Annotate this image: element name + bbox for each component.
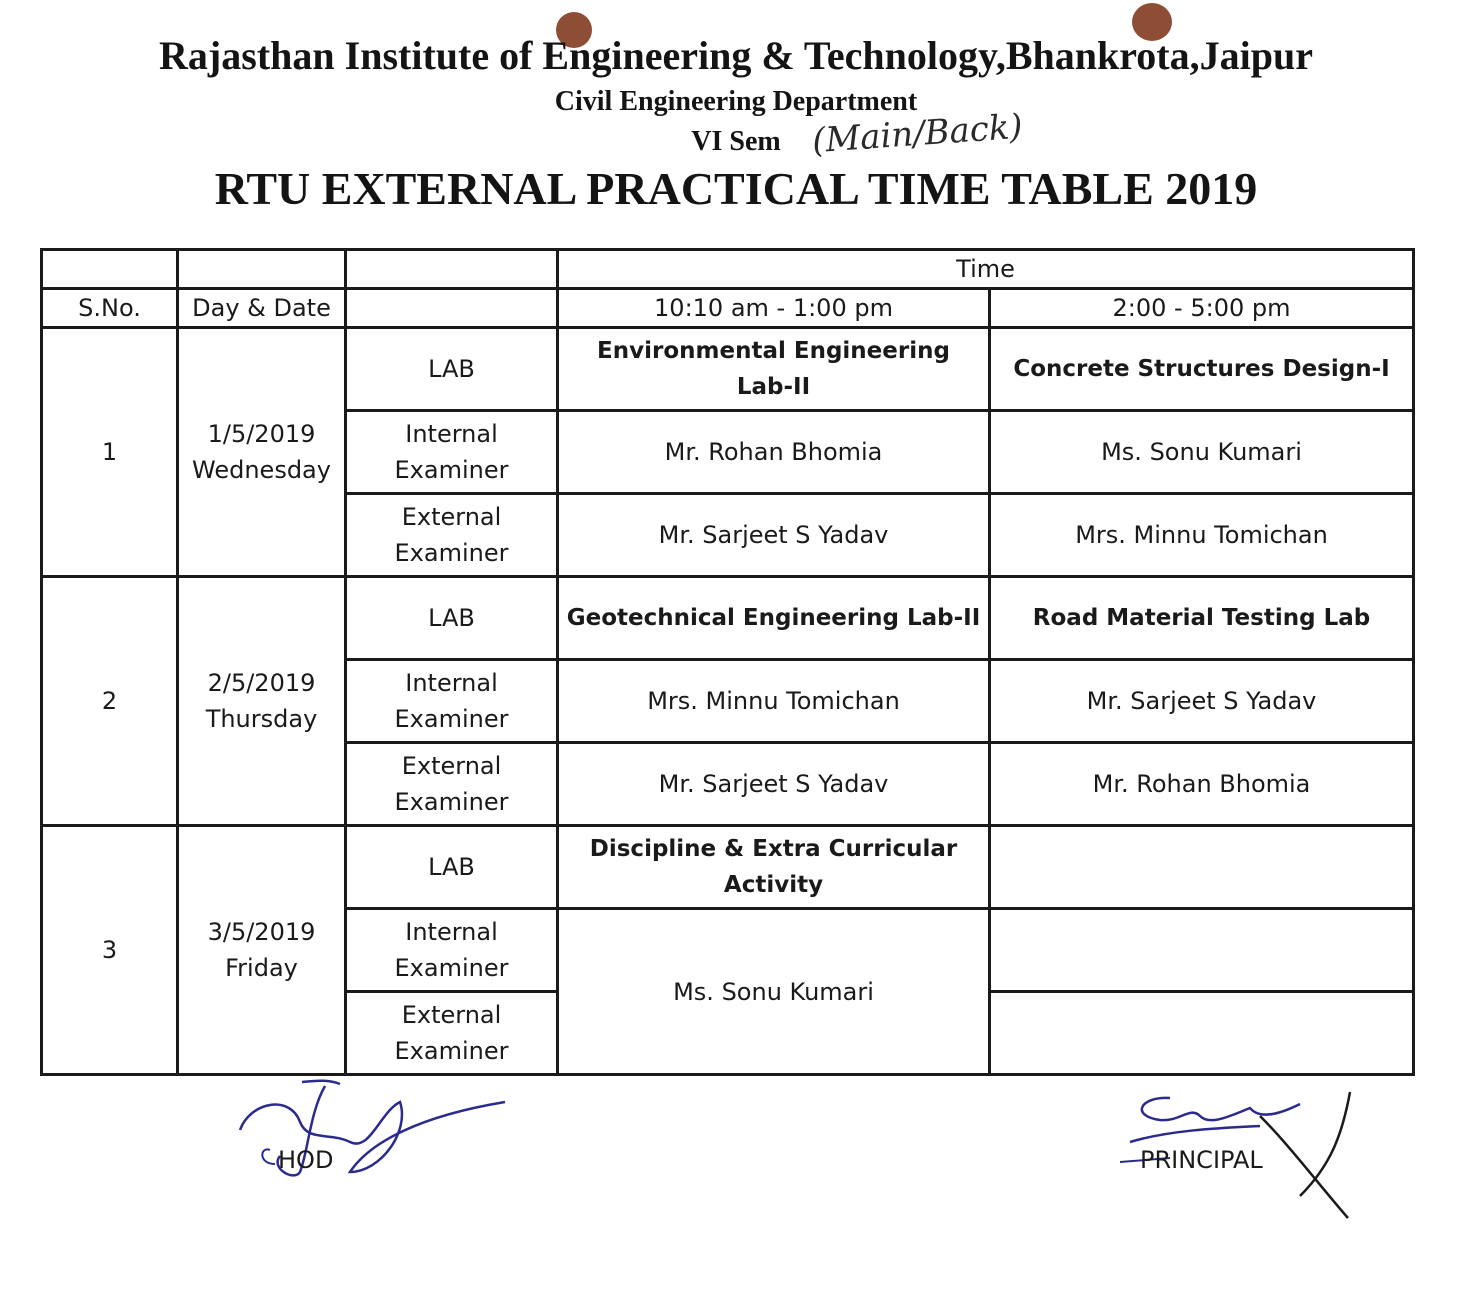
institute-name: Rajasthan Institute of Engineering & Technology,Bhankrota,Jaipur [159,33,1313,78]
day-date-cell [178,826,346,1075]
header-blank-cell [346,289,558,328]
sno-cell: 2 [42,577,178,826]
hod-label: HOD [278,1146,334,1174]
sno-cell: 1 [42,328,178,577]
department-name: Civil Engineering Department [554,86,918,117]
slot1-header: 10:10 am - 1:00 pm [558,289,990,328]
time-header: Time [558,250,1414,289]
external-slot2: Mr. Rohan Bhomia [990,743,1414,826]
external-examiner-label [346,494,558,577]
date-text: 1/5/2019 [207,420,316,448]
lab-slot1: Discipline & Extra Curricular Activity [558,826,990,909]
date-text: 2/5/2019 [207,669,316,697]
label-line: Examiner [394,539,509,567]
lab-slot2: Road Material Testing Lab [990,577,1414,660]
internal-slot1: Mr. Rohan Bhomia [558,411,990,494]
lab-label: LAB [346,826,558,909]
header-blank-cell [42,250,178,289]
day-date-header: Day & Date [178,289,346,328]
internal-slot2: Mr. Sarjeet S Yadav [990,660,1414,743]
hod-signature [230,1072,520,1182]
external-slot1: Mr. Sarjeet S Yadav [558,743,990,826]
handwritten-note: (Main/Back) [810,106,1024,162]
label-line: Examiner [394,954,509,982]
label-line: Internal [405,918,498,946]
internal-slot1: Mrs. Minnu Tomichan [558,660,990,743]
header-blank-cell [346,250,558,289]
sno-header: S.No. [42,289,178,328]
header-blank-cell [178,250,346,289]
external-examiner-label [346,743,558,826]
label-line: External [401,1001,502,1029]
label-line: Examiner [394,456,509,484]
timetable-grid [40,248,1415,1076]
internal-slot2 [990,909,1414,992]
external-examiner-label [346,992,558,1075]
external-slot1: Mr. Sarjeet S Yadav [558,494,990,577]
day-text: Wednesday [192,456,331,484]
lab-slot1: Geotechnical Engineering Lab-II [558,577,990,660]
slot2-header: 2:00 - 5:00 pm [990,289,1414,328]
timetable [40,248,1412,1076]
day-text: Friday [225,954,298,982]
label-line: Internal [405,420,498,448]
label-line: Examiner [394,1037,509,1065]
label-line: Examiner [394,788,509,816]
examiner-slot1: Ms. Sonu Kumari [558,909,990,1075]
label-line: Examiner [394,705,509,733]
internal-examiner-label [346,660,558,743]
lab-slot2 [990,826,1414,909]
external-slot2: Mrs. Minnu Tomichan [990,494,1414,577]
external-slot2 [990,992,1414,1075]
lab-slot1: Environmental Engineering Lab-II [558,328,990,411]
lab-slot2: Concrete Structures Design-I [990,328,1414,411]
day-date-cell [178,577,346,826]
label-line: Internal [405,669,498,697]
semester-label: VI Sem [691,126,781,157]
principal-label: PRINCIPAL [1140,1146,1263,1174]
label-line: External [401,503,502,531]
internal-examiner-label [346,411,558,494]
date-text: 3/5/2019 [207,918,316,946]
lab-label: LAB [346,328,558,411]
lab-label: LAB [346,577,558,660]
internal-examiner-label [346,909,558,992]
page-title: RTU EXTERNAL PRACTICAL TIME TABLE 2019 [214,163,1258,214]
day-text: Thursday [205,705,318,733]
internal-slot2: Ms. Sonu Kumari [990,411,1414,494]
day-date-cell [178,328,346,577]
sno-cell: 3 [42,826,178,1075]
label-line: External [401,752,502,780]
